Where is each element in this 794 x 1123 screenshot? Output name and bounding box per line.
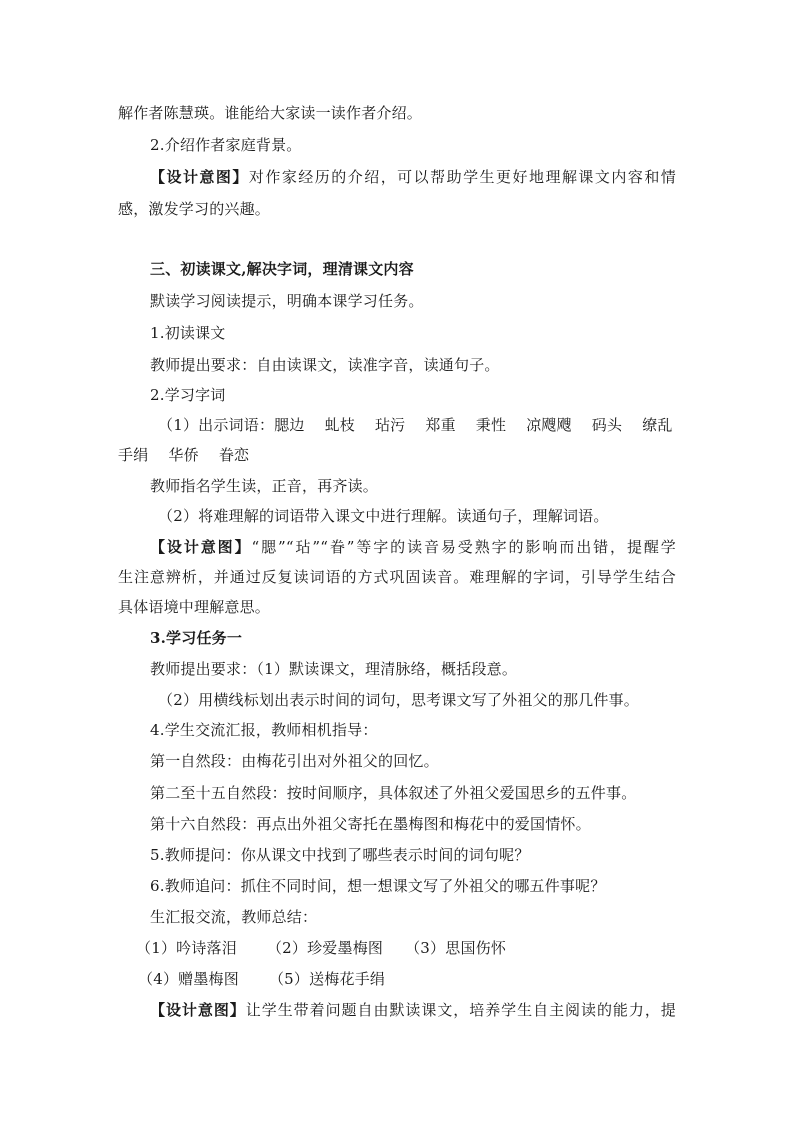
design-intent-3-line1: [150, 1000, 676, 1020]
step-1-title: 1.初读课文: [150, 324, 226, 342]
step-3-title: 3.学习任务一: [150, 629, 243, 647]
vocab-word: 郑重: [425, 416, 456, 434]
paragraph-summary-1: 第一自然段：由梅花引出对外祖父的回忆。: [150, 752, 439, 770]
design-intent-text: 对作家经历的介绍，可以帮助学生更好地理解课文内容和情: [248, 168, 677, 186]
step-1-requirement: 教师提出要求：自由读课文，读准字音，读通句子。: [150, 356, 500, 374]
step-5-question: 5.教师提问：你从课文中找到了哪些表示时间的词句呢？: [150, 846, 530, 864]
design-intent-tag: 【设计意图】: [150, 168, 249, 186]
paragraph-summary-2: 第二至十五自然段：按时间顺序，具体叙述了外祖父爱国思乡的五件事。: [150, 784, 637, 802]
step-3-sub-2: （2）用横线标划出表示时间的词句，思考课文写了外祖父的那几件事。: [158, 691, 639, 709]
design-intent-2-line1: [150, 537, 676, 557]
vocab-word: 秉性: [475, 416, 507, 434]
step-2-title: 2.学习字词: [150, 386, 226, 404]
design-intent-1-line2: 感，激发学习的兴趣。: [118, 200, 271, 218]
design-intent-2-line3: 具体语境中理解意思。: [118, 598, 271, 616]
event-item: （1）吟诗落泪: [136, 939, 237, 957]
step-6-question: 6.教师追问：抓住不同时间，想一想课文写了外祖父的哪五件事呢？: [150, 877, 606, 895]
section-heading: 三、初读课文,解决字词，理清课文内容: [150, 260, 414, 278]
vocab-intro: （1）出示词语：: [158, 416, 275, 434]
event-item: （4）赠墨梅图: [138, 970, 239, 988]
design-intent-tag: 【设计意图】: [150, 538, 252, 556]
vocab-word: 虬枝: [324, 416, 355, 434]
vocab-word: 凉飕飕: [526, 416, 572, 434]
event-item: （3）思国伤怀: [405, 939, 507, 957]
paragraph-summary-3: 第十六自然段：再点出外祖父寄托在墨梅图和梅花中的爱国情怀。: [150, 815, 591, 833]
design-intent-text: 让学生带着问题自由默读课文，培养学生自主阅读的能力，提: [245, 1001, 677, 1019]
design-intent-tag: 【设计意图】: [150, 1001, 246, 1019]
vocab-word: 华侨: [168, 446, 199, 464]
events-row-1: [136, 938, 506, 958]
step-2-read: 教师指名学生读，正音，再齐读。: [150, 477, 379, 495]
event-item: （5）送梅花手绢: [268, 970, 386, 988]
vocab-word: 玷污: [374, 416, 406, 434]
step-3-requirement: 教师提出要求：（1）默读课文，理清脉络，概括段意。: [150, 660, 518, 678]
summary-intro: 生汇报交流，教师总结：: [150, 908, 318, 926]
event-item: （2）珍爱墨梅图: [266, 939, 384, 957]
vocab-word: 眷恋: [218, 446, 250, 464]
vocab-word: 码头: [591, 416, 623, 434]
design-intent-text: “腮”“玷”“眷”等字的读音易受熟字的影响而出错，提醒学: [251, 538, 676, 556]
vocab-line-1: [150, 415, 673, 435]
vocab-word: 腮边: [274, 416, 305, 434]
vocab-line-2: [118, 445, 249, 465]
design-intent-2-line2: 生注意辨析，并通过反复读词语的方式巩固读音。难理解的字词，引导学生结合: [118, 568, 676, 586]
vocab-word: 缭乱: [642, 416, 673, 434]
events-row-2: [138, 969, 385, 989]
reading-prompt: 默读学习阅读提示，明确本课学习任务。: [150, 292, 424, 310]
intro-line: 解作者陈慧瑛。谁能给大家读一读作者介绍。: [118, 104, 423, 122]
design-intent-1-line1: [150, 167, 676, 187]
step-2-sub-2: （2）将难理解的词语带入课文中进行理解。读通句子，理解词语。: [158, 507, 609, 525]
vocab-word: 手绢: [118, 446, 149, 464]
intro-item-2: 2.介绍作者家庭背景。: [150, 136, 302, 154]
step-4-title: 4.学生交流汇报，教师相机指导：: [150, 721, 378, 739]
